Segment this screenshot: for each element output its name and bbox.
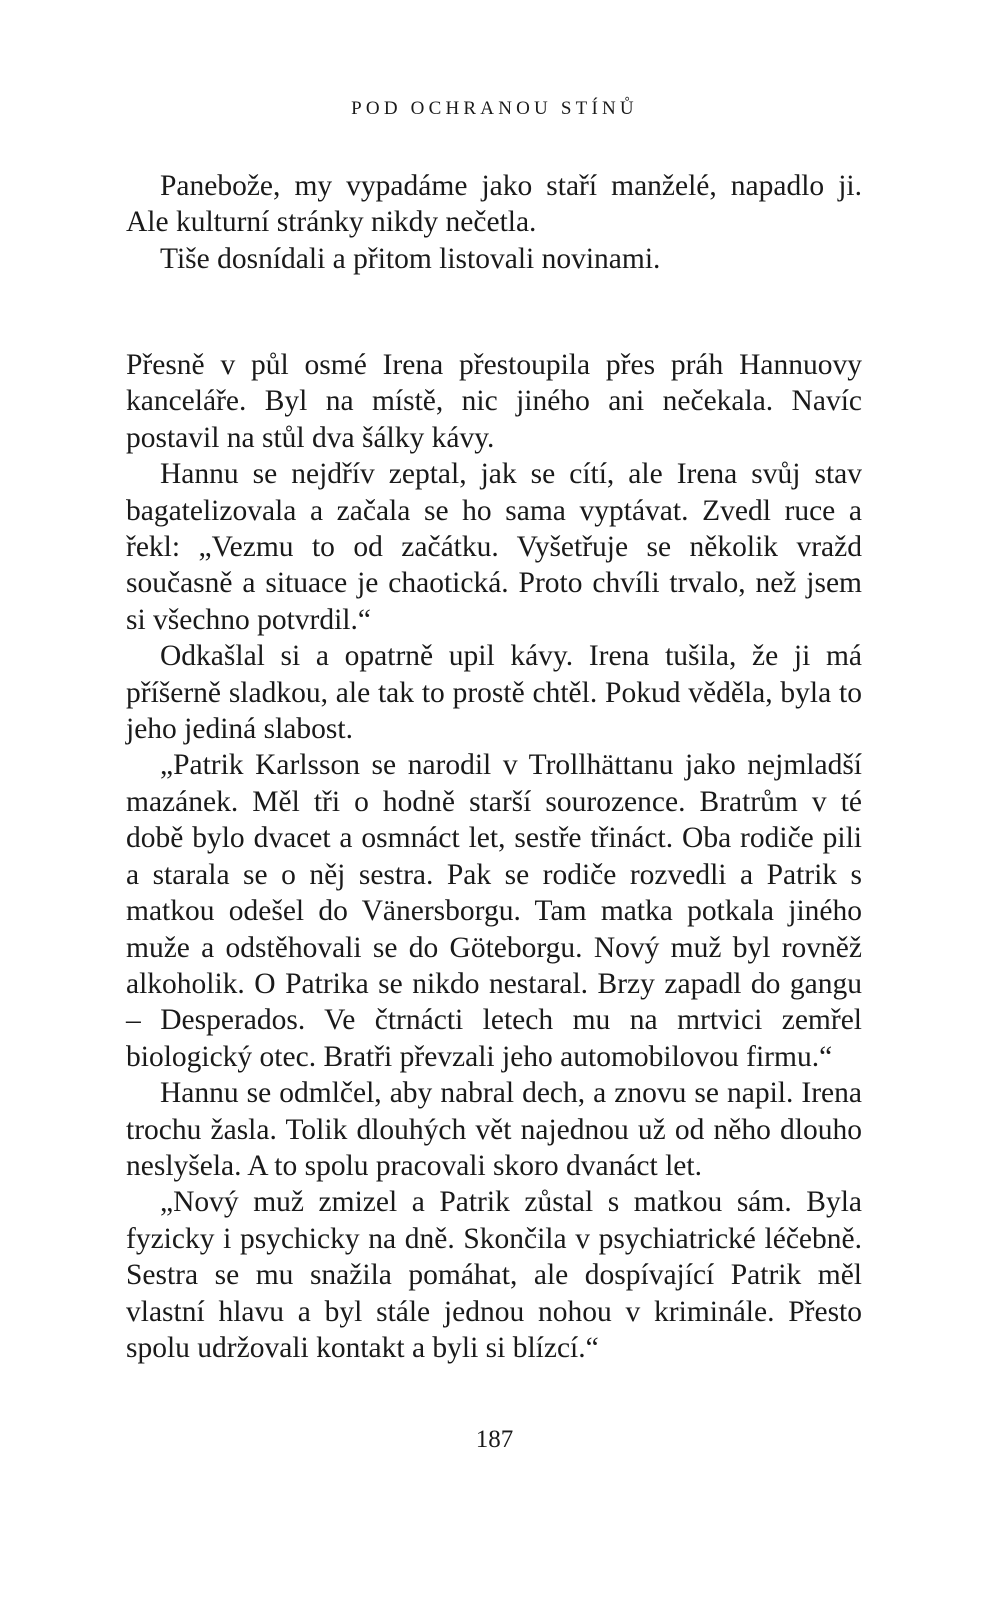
paragraph: Hannu se odmlčel, aby nabral dech, a znovu se napil. Irena trochu žasla. Tolik dlouhých vět najednou už od něho dlouho neslyšela. A to spolu pracovali skoro dvanáct let. — [126, 1077, 862, 1182]
paragraph: „Patrik Karlsson se narodil v Trollhättanu jako nejmladší mazánek. Měl tři o hodně starší sourozence. Bratrům v té době bylo dvacet a osmnáct let, sestře třináct. Oba rodiče pili a starala se o něj sestra. Pak se rodiče rozvedli a Patrik s matkou odešel do Vänersborgu. Tam matka potkala jiného muže a odstěhovali se do Göteborgu. Nový muž byl rovněž alkoholik. O Patrika se nikdo nestaral. Brzy zapadl do gangu – Desperados. Ve čtrnácti letech mu na mrtvici zemřel biologický otec. Bratři převzali jeho automobilovou firmu.“ — [126, 749, 862, 1073]
page-number: 187 — [475, 1426, 514, 1453]
text-section-1 — [126, 168, 862, 277]
paragraph: Tiše dosnídali a přitom listovali novinami. — [160, 242, 661, 275]
text-section-2 — [126, 347, 862, 1366]
paragraph: Přesně v půl osmé Irena přestoupila přes práh Hannuovy kanceláře. Byl na místě, nic jiného ani nečekala. Navíc postavil na stůl dva šálky kávy. — [126, 349, 862, 454]
paragraph: „Nový muž zmizel a Patrik zůstal s matkou sám. Byla fyzicky i psychicky na dně. Skončila v psychiatrické léčebně. Sestra se mu snažila pomáhat, ale dospívající Patrik měl vlastní hlavu a byl stále jednou nohou v kriminále. Přesto spolu udržovali kontakt a byli si blízcí.“ — [126, 1186, 862, 1364]
running-header: POD OCHRANOU STÍNŮ — [351, 98, 638, 119]
paragraph: Panebože, my vypadáme jako staří manželé, napadlo ji. Ale kulturní stránky nikdy nečetla. — [126, 170, 862, 239]
paragraph: Hannu se nejdřív zeptal, jak se cítí, ale Irena svůj stav bagatelizovala a začala se ho sama vyptávat. Zvedl ruce a řekl: „Vezmu to od začátku. Vyšetřuje se několik vražd současně a situace je chaotická. Proto chvíli trvalo, než jsem si všechno potvrdil.“ — [126, 458, 862, 636]
paragraph: Odkašlal si a opatrně upil kávy. Irena tušila, že ji má příšerně sladkou, ale tak to prostě chtěl. Pokud věděla, byla to jeho jediná slabost. — [126, 640, 862, 746]
